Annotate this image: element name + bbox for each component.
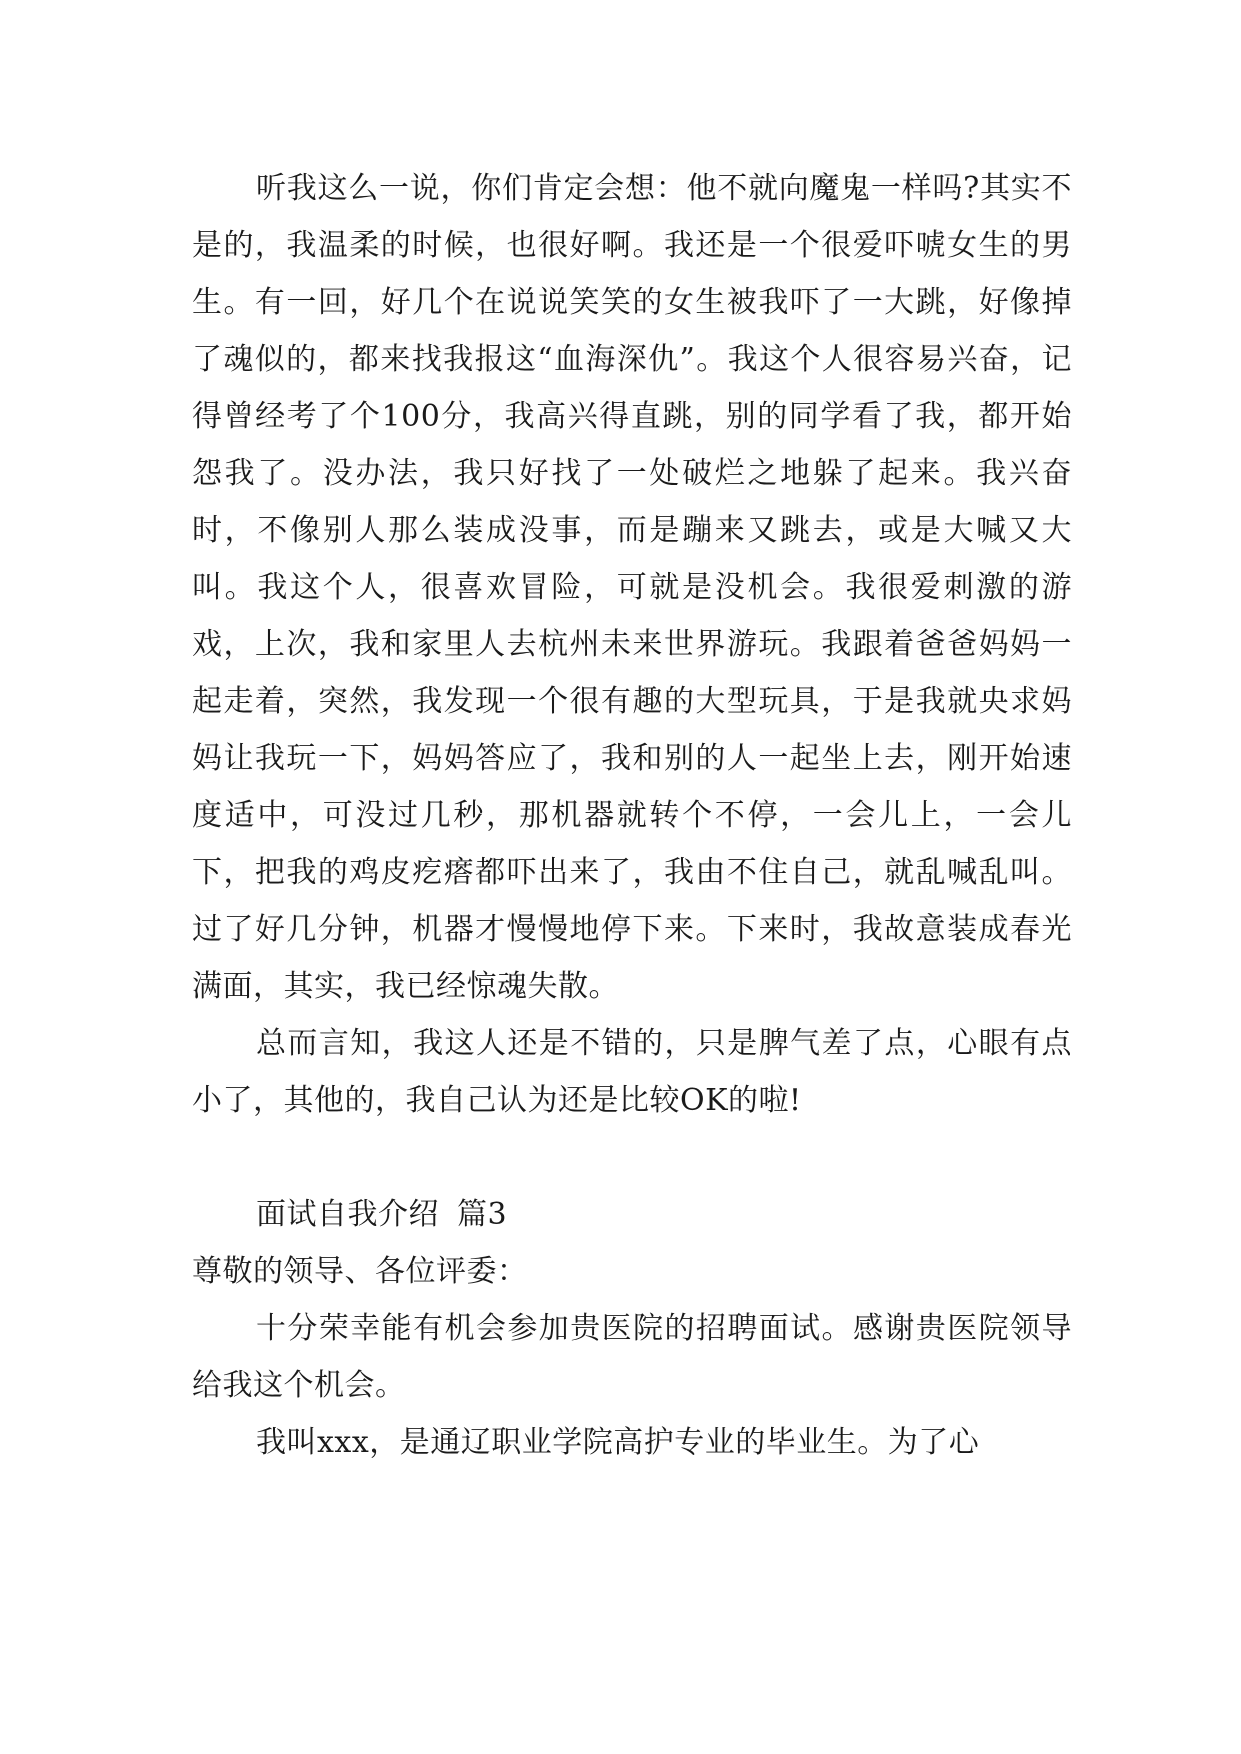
paragraph-personality: 听我这么一说，你们肯定会想：他不就向魔鬼一样吗?其实不是的，我温柔的时候，也很好啊。我还是一个很爱吓唬女生的男生。有一回，好几个在说说笑笑的女生被我吓了一大跳，好像掉了魂似的，都来找我报这“血海深仇”。我这个人很容易兴奋，记得曾经考了个100分，我高兴得直跳，别的同学看了我，都开始怨我了。没办法，我只好找了一处破烂之地躲了起来。我兴奋时，不像别人那么装成没事，而是蹦来又跳去，或是大喊又大叫。我这个人，很喜欢冒险，可就是没机会。我很爱刺激的游戏，上次，我和家里人去杭州未来世界游玩。我跟着爸爸妈妈一起走着，突然，我发现一个很有趣的大型玩具，于是我就央求妈妈让我玩一下，妈妈答应了，我和别的人一起坐上去，刚开始速度适中，可没过几秒，那机器就转个不停，一会儿上，一会儿下，把我的鸡皮疙瘩都吓出来了，我由不住自己，就乱喊乱叫。过了好几分钟，机器才慢慢地停下来。下来时，我故意装成春光满面，其实，我已经惊魂失散。 xyxy=(192,171,1072,1004)
section-gap xyxy=(192,1129,1072,1186)
salutation: 尊敬的领导、各位评委： xyxy=(192,1254,528,1289)
paragraph-thanks: 十分荣幸能有机会参加贵医院的招聘面试。感谢贵医院领导给我这个机会。 xyxy=(192,1311,1072,1403)
paragraph-introduction: 我叫xxx，是通辽职业学院高护专业的毕业生。为了心 xyxy=(256,1425,980,1460)
section-heading: 面试自我介绍 篇3 xyxy=(256,1197,508,1232)
paragraph-summary: 总而言知，我这人还是不错的，只是脾气差了点，心眼有点小了，其他的，我自己认为还是比较OK的啦! xyxy=(192,1026,1072,1118)
document-body xyxy=(192,160,1072,1471)
